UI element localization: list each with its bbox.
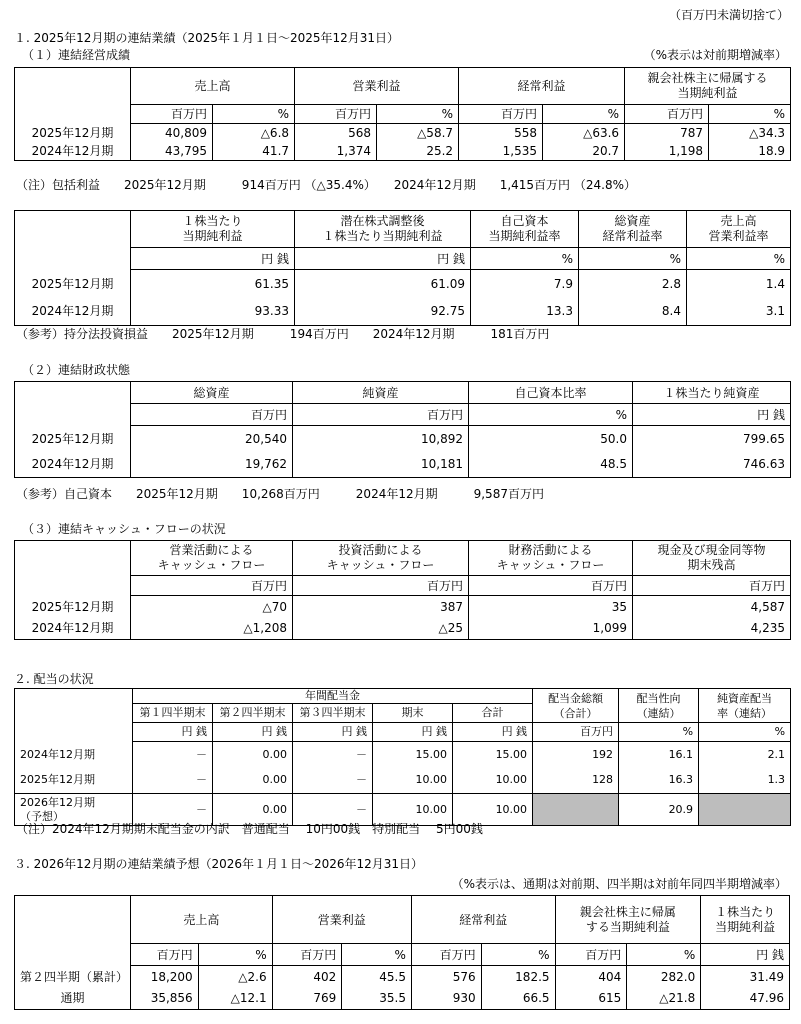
row-label: 2025年12月期 <box>15 596 131 618</box>
unit-cell: % <box>627 944 701 966</box>
dividend-title: ２. 配当の状況 <box>14 672 94 686</box>
data-cell: △34.3 <box>709 124 791 143</box>
data-cell: 10.00 <box>453 768 533 794</box>
data-cell: 61.09 <box>295 270 471 298</box>
header-net-assets: 純資産 <box>293 382 469 404</box>
unit-cell: 百万円 <box>625 105 709 124</box>
data-cell: 615 <box>555 988 627 1010</box>
data-cell: 0.00 <box>213 768 293 794</box>
data-cell: － <box>133 768 213 794</box>
section-1-title: １. 2025年12月期の連結業績（2025年１月１日～2025年12月31日） <box>14 31 400 45</box>
unit-cell: % <box>471 248 579 270</box>
unit-cell: 円 銭 <box>295 248 471 270</box>
header-payout-ratio: 配当性向 （連結） <box>619 689 699 723</box>
data-cell: 19,762 <box>131 452 293 478</box>
header-q3: 第３四半期末 <box>293 704 373 723</box>
unit-cell: 百万円 <box>131 404 293 426</box>
data-cell: 2.1 <box>699 742 791 768</box>
data-cell: 402 <box>272 966 342 988</box>
header-bps: １株当たり純資産 <box>633 382 791 404</box>
header-roa: 総資産 経常利益率 <box>579 211 687 248</box>
data-cell: 769 <box>272 988 342 1010</box>
row-label: 2024年12月期 <box>15 142 131 161</box>
table-row <box>15 988 790 1010</box>
unit-cell: 百万円 <box>131 944 199 966</box>
unit-cell: 円 銭 <box>633 404 791 426</box>
row-label: 2025年12月期 <box>15 768 133 794</box>
unit-cell: 百万円 <box>411 944 481 966</box>
data-cell: 20.7 <box>543 142 625 161</box>
financial-position-title: （２）連結財政状態 <box>22 363 131 377</box>
table-row <box>15 596 791 618</box>
data-cell: 799.65 <box>633 426 791 452</box>
header-ordinary-profit: 経常利益 <box>459 68 625 105</box>
data-cell: 16.3 <box>619 768 699 794</box>
header-q2: 第２四半期末 <box>213 704 293 723</box>
unit-cell: 円 銭 <box>373 723 453 742</box>
data-cell: 93.33 <box>131 298 295 326</box>
header-net-income: 親会社株主に帰属する 当期純利益 <box>625 68 791 105</box>
forecast-header-ordinary-profit: 経常利益 <box>411 896 555 944</box>
unit-cell: 百万円 <box>469 576 633 596</box>
data-cell: 10.00 <box>453 794 533 826</box>
data-cell: △6.8 <box>213 124 295 143</box>
header-eps: １株当たり 当期純利益 <box>131 211 295 248</box>
data-cell: 10,181 <box>293 452 469 478</box>
data-cell: 41.7 <box>213 142 295 161</box>
unit-cell: 円 銭 <box>293 723 373 742</box>
data-cell: 92.75 <box>295 298 471 326</box>
row-label: 2024年12月期 <box>15 618 131 640</box>
unit-cell: 百万円 <box>272 944 342 966</box>
header-operating-profit: 営業利益 <box>295 68 459 105</box>
data-cell: － <box>293 768 373 794</box>
unit-cell: 円 銭 <box>701 944 790 966</box>
unit-cell: % <box>687 248 791 270</box>
unit-cell: 円 銭 <box>213 723 293 742</box>
data-cell: 746.63 <box>633 452 791 478</box>
header-financing-cf: 財務活動による キャッシュ・フロー <box>469 541 633 576</box>
data-cell: 50.0 <box>469 426 633 452</box>
unit-cell: 百万円 <box>533 723 619 742</box>
cash-flow-table <box>14 540 791 640</box>
shaded-cell <box>699 794 791 826</box>
header-equity-ratio: 自己資本比率 <box>469 382 633 404</box>
data-cell: 558 <box>459 124 543 143</box>
data-cell: 15.00 <box>453 742 533 768</box>
financial-position-table <box>14 381 791 478</box>
data-cell: △1,208 <box>131 618 293 640</box>
row-label: 2024年12月期 <box>15 298 131 326</box>
data-cell: 18,200 <box>131 966 199 988</box>
cash-flow-title: （３）連結キャッシュ・フローの状況 <box>22 522 226 536</box>
data-cell: 18.9 <box>709 142 791 161</box>
data-cell: △25 <box>293 618 469 640</box>
unit-cell: 百万円 <box>459 105 543 124</box>
unit-cell: 百万円 <box>293 576 469 596</box>
table-row <box>15 452 791 478</box>
results-table <box>14 67 791 161</box>
data-cell: △12.1 <box>198 988 272 1010</box>
forecast-header-net-income: 親会社株主に帰属 する当期純利益 <box>555 896 701 944</box>
data-cell: － <box>293 742 373 768</box>
data-cell: 7.9 <box>471 270 579 298</box>
equity-method-note: （参考）持分法投資損益 2025年12月期 194百万円 2024年12月期 181百万円 <box>16 327 550 341</box>
header-total-dividend: 配当金総額 （合計） <box>533 689 619 723</box>
data-cell: 182.5 <box>481 966 555 988</box>
data-cell: 43,795 <box>131 142 213 161</box>
data-cell: △70 <box>131 596 293 618</box>
data-cell: 35 <box>469 596 633 618</box>
forecast-header-eps: １株当たり 当期純利益 <box>701 896 790 944</box>
header-doe: 純資産配当 率（連結） <box>699 689 791 723</box>
data-cell: △58.7 <box>377 124 459 143</box>
data-cell: 40,809 <box>131 124 213 143</box>
unit-cell: % <box>481 944 555 966</box>
unit-cell: % <box>469 404 633 426</box>
data-cell: 61.35 <box>131 270 295 298</box>
table-row <box>15 426 791 452</box>
header-year-end: 期末 <box>373 704 453 723</box>
data-cell: 16.1 <box>619 742 699 768</box>
row-label: 通期 <box>15 988 131 1010</box>
row-label: 2024年12月期 <box>15 742 133 768</box>
data-cell: 4,587 <box>633 596 791 618</box>
data-cell: 3.1 <box>687 298 791 326</box>
data-cell: 35.5 <box>342 988 412 1010</box>
data-cell: 10,892 <box>293 426 469 452</box>
row-label: 第２四半期（累計） <box>15 966 131 988</box>
data-cell: － <box>293 794 373 826</box>
forecast-note: （%表示は、通期は対前期、四半期は対前年同四半期増減率） <box>451 877 787 891</box>
data-cell: △63.6 <box>543 124 625 143</box>
unit-cell: 円 銭 <box>453 723 533 742</box>
forecast-header-operating-profit: 営業利益 <box>272 896 411 944</box>
shaded-cell <box>533 794 619 826</box>
data-cell: 2.8 <box>579 270 687 298</box>
forecast-table <box>14 895 790 1010</box>
data-cell: 192 <box>533 742 619 768</box>
header-roe: 自己資本 当期純利益率 <box>471 211 579 248</box>
dividend-table <box>14 688 791 826</box>
unit-note: （百万円未満切捨て） <box>668 8 789 22</box>
data-cell: 1,198 <box>625 142 709 161</box>
data-cell: 387 <box>293 596 469 618</box>
data-cell: － <box>133 794 213 826</box>
comprehensive-income-note: （注）包括利益 2025年12月期 914百万円 （△35.4%） 2024年12月期 1,415百万円 （24.8%） <box>16 178 636 192</box>
data-cell: 568 <box>295 124 377 143</box>
data-cell: △2.6 <box>198 966 272 988</box>
unit-cell: 百万円 <box>555 944 627 966</box>
header-total: 合計 <box>453 704 533 723</box>
data-cell: 48.5 <box>469 452 633 478</box>
data-cell: 10.00 <box>373 768 453 794</box>
table-row <box>15 966 790 988</box>
equity-capital-note: （参考）自己資本 2025年12月期 10,268百万円 2024年12月期 9,587百万円 <box>16 487 544 501</box>
data-cell: 31.49 <box>701 966 790 988</box>
row-label: 2024年12月期 <box>15 452 131 478</box>
header-cash-balance: 現金及び現金同等物 期末残高 <box>633 541 791 576</box>
table-row <box>15 768 791 794</box>
row-label: 2025年12月期 <box>15 270 131 298</box>
data-cell: 1,099 <box>469 618 633 640</box>
row-header-corner <box>15 68 131 105</box>
data-cell: 128 <box>533 768 619 794</box>
unit-cell: % <box>543 105 625 124</box>
unit-cell: % <box>342 944 412 966</box>
row-label: 2025年12月期 <box>15 124 131 143</box>
data-cell: 576 <box>411 966 481 988</box>
header-investing-cf: 投資活動による キャッシュ・フロー <box>293 541 469 576</box>
table-row <box>15 298 791 326</box>
data-cell: 1,535 <box>459 142 543 161</box>
header-operating-cf: 営業活動による キャッシュ・フロー <box>131 541 293 576</box>
data-cell: 20,540 <box>131 426 293 452</box>
data-cell: 930 <box>411 988 481 1010</box>
header-diluted-eps: 潜在株式調整後 １株当たり当期純利益 <box>295 211 471 248</box>
unit-cell: 百万円 <box>131 576 293 596</box>
data-cell: 282.0 <box>627 966 701 988</box>
data-cell: 8.4 <box>579 298 687 326</box>
unit-cell: 円 銭 <box>133 723 213 742</box>
unit-cell: % <box>579 248 687 270</box>
table-row <box>15 618 791 640</box>
forecast-title: ３. 2026年12月期の連結業績予想（2026年１月１日～2026年12月31日） <box>14 857 424 871</box>
row-label: 2025年12月期 <box>15 426 131 452</box>
data-cell: 10.00 <box>373 794 453 826</box>
row-label: 2026年12月期 （予想） <box>15 794 133 826</box>
unit-cell: 円 銭 <box>131 248 295 270</box>
data-cell: 787 <box>625 124 709 143</box>
forecast-header-sales: 売上高 <box>131 896 272 944</box>
unit-cell: % <box>709 105 791 124</box>
data-cell: 35,856 <box>131 988 199 1010</box>
data-cell: － <box>133 742 213 768</box>
table-row <box>15 742 791 768</box>
unit-cell: 百万円 <box>295 105 377 124</box>
unit-cell: % <box>213 105 295 124</box>
unit-cell: 百万円 <box>633 576 791 596</box>
per-share-table <box>14 210 791 326</box>
unit-cell: % <box>198 944 272 966</box>
unit-cell: % <box>377 105 459 124</box>
section-1-1-title: （１）連結経営成績 <box>22 48 131 62</box>
header-sales: 売上高 <box>131 68 295 105</box>
data-cell: 25.2 <box>377 142 459 161</box>
unit-cell: 百万円 <box>131 105 213 124</box>
data-cell: 1.3 <box>699 768 791 794</box>
header-operating-margin: 売上高 営業利益率 <box>687 211 791 248</box>
data-cell: 1.4 <box>687 270 791 298</box>
unit-cell: % <box>619 723 699 742</box>
data-cell: 4,235 <box>633 618 791 640</box>
data-cell: 66.5 <box>481 988 555 1010</box>
data-cell: 20.9 <box>619 794 699 826</box>
data-cell: 0.00 <box>213 794 293 826</box>
data-cell: 15.00 <box>373 742 453 768</box>
data-cell: 1,374 <box>295 142 377 161</box>
data-cell: 13.3 <box>471 298 579 326</box>
section-1-1-note: （%表示は対前期増減率） <box>643 48 787 62</box>
data-cell: 404 <box>555 966 627 988</box>
table-row <box>15 124 791 143</box>
table-row <box>15 270 791 298</box>
data-cell: △21.8 <box>627 988 701 1010</box>
unit-cell: 百万円 <box>293 404 469 426</box>
data-cell: 0.00 <box>213 742 293 768</box>
header-total-assets: 総資産 <box>131 382 293 404</box>
data-cell: 47.96 <box>701 988 790 1010</box>
header-q1: 第１四半期末 <box>133 704 213 723</box>
dividend-note: （注）2024年12月期期末配当金の内訳 普通配当 10円00銭 特別配当 5円00銭 <box>16 822 483 836</box>
unit-cell: % <box>699 723 791 742</box>
table-row <box>15 142 791 161</box>
header-annual-dividend: 年間配当金 <box>133 689 533 704</box>
data-cell: 45.5 <box>342 966 412 988</box>
